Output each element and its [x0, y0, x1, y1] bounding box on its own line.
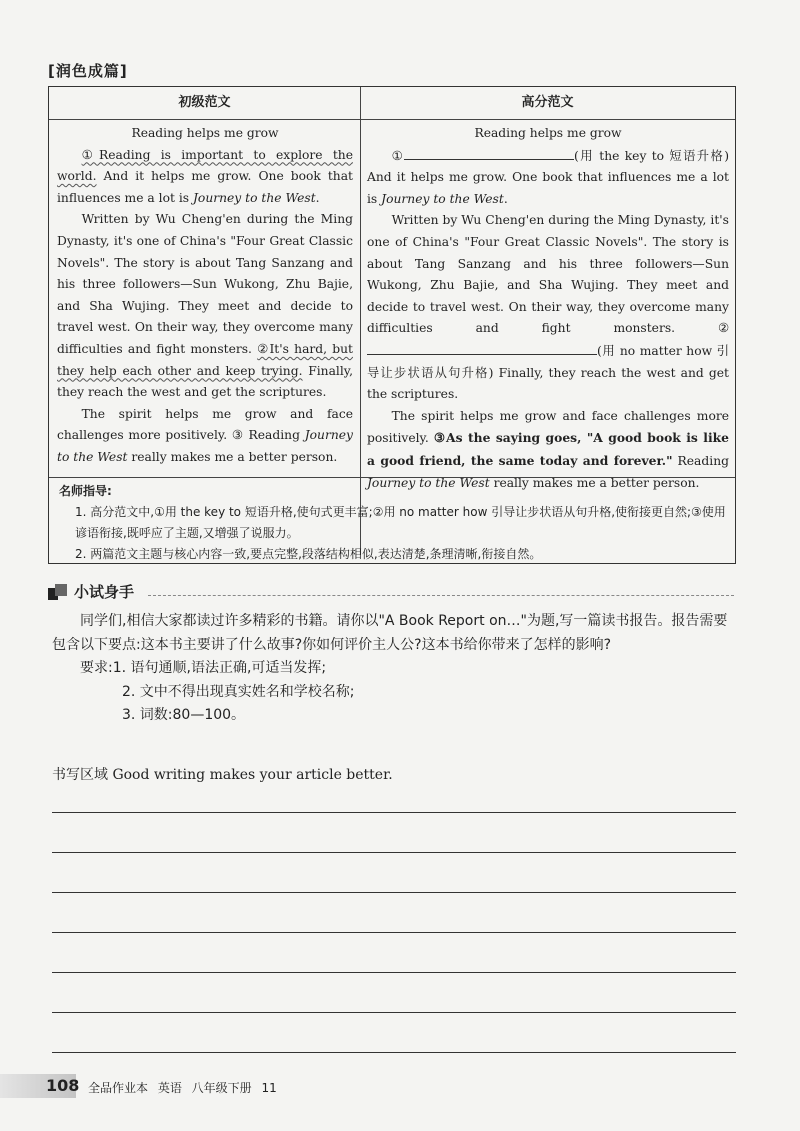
- task-prompt: 同学们,相信大家都读过许多精彩的书籍。请你以"A Book Report on…"为题,写一篇读书报告。报告需要包含以下要点:这本书主要讲了什么故事?你如何评价主人公?这本书给你带来了怎样的影响?: [52, 613, 728, 653]
- advanced-essay-paragraph-3: The spirit helps me grow and face challenges more positively. ③As the saying goes, "A good book is like a good friend, the same today and forever." Reading Journey to the West really makes me a better person.: [367, 408, 729, 490]
- writing-task: [52, 610, 736, 728]
- advanced-essay-title: Reading helps me grow: [474, 126, 622, 140]
- requirement-3: 3. 词数:80—100。: [122, 707, 246, 723]
- practice-title: 小试身手: [74, 583, 135, 601]
- footer-text: 全品作业本 英语 八年级下册 11: [88, 1081, 277, 1095]
- writing-line[interactable]: [52, 932, 736, 933]
- writing-line[interactable]: [52, 972, 736, 973]
- basic-essay-paragraph-3: The spirit helps me grow and face challenges more positively. ③ Reading Journey to the West really makes me a better person.: [57, 406, 353, 464]
- guidance-heading: 名师指导:: [59, 484, 112, 498]
- proverb-sentence: ③As the saying goes, "A good book is like a good friend, the same today and forever.": [367, 430, 729, 468]
- requirement-1: 要求:1. 语句通顺,语法正确,可适当发挥;: [80, 660, 327, 676]
- page-number: 108: [46, 1076, 80, 1095]
- book-title: Journey to the West: [192, 190, 316, 205]
- hint-2: (用 no matter how 引导让步状语从句升格): [367, 343, 729, 380]
- header-divider: [148, 595, 734, 596]
- model-essay-table: [48, 86, 736, 564]
- advanced-essay-header: 高分范文: [360, 87, 735, 120]
- section-title: [润色成篇]: [48, 62, 128, 80]
- section-marker-icon: [48, 584, 68, 600]
- fill-blank-1[interactable]: [404, 145, 574, 160]
- writing-area-label: 书写区域 Good writing makes your article better.: [52, 767, 393, 783]
- advanced-essay: [367, 123, 729, 494]
- highlight-sentence-2: ②It's hard, but they help each other and keep trying.: [57, 341, 353, 378]
- book-title: Journey to the West: [381, 191, 504, 206]
- writing-line[interactable]: [52, 892, 736, 893]
- practice-header: [48, 580, 736, 604]
- fill-blank-2[interactable]: [367, 340, 557, 355]
- guidance-item-1: 1. 高分范文中,①用 the key to 短语升格,使句式更丰富;②用 no matter how 引导让步状语从句升格,使衔接更自然;③使用谚语衔接,既呼应了主题,又增强了说服力。: [75, 505, 726, 540]
- basic-essay-header: 初级范文: [49, 87, 361, 120]
- basic-essay: [57, 123, 353, 469]
- requirement-2: 2. 文中不得出现真实姓名和学校名称;: [122, 683, 355, 700]
- writing-line[interactable]: [52, 1012, 736, 1013]
- book-title: Journey to the West: [57, 428, 353, 464]
- teacher-guidance: [59, 481, 727, 565]
- highlight-sentence-1: ①Reading is important to explore the world.: [57, 147, 353, 184]
- basic-essay-title: Reading helps me grow: [131, 126, 279, 140]
- book-title: Journey to the West: [367, 475, 490, 490]
- fill-blank-2-continued[interactable]: [557, 340, 597, 355]
- advanced-essay-paragraph-2: Written by Wu Cheng'en during the Ming Dynasty, it's one of China's "Four Great Classic Novels". The story is about Tang Sanzang and his three followers—Sun Wukong, Zhu Bajie, and Sha Wujing. They meet and decide to travel west. On their way, they overcome many difficulties and fight monsters. ②(用 no matter how 引导让步状语从句升格) Finally, they reach the west and get the scriptures.: [367, 213, 729, 402]
- writing-line[interactable]: [52, 1052, 736, 1053]
- guidance-item-2: 2. 两篇范文主题与核心内容一致,要点完整,段落结构相似,表达清楚,条理清晰,衔接自然。: [75, 547, 542, 561]
- page-footer: [0, 1074, 800, 1102]
- writing-line[interactable]: [52, 812, 736, 813]
- hint-1: (用 the key to 短语升格): [574, 148, 729, 163]
- basic-essay-paragraph-1: ①Reading is important to explore the world. And it helps me grow. One book that influences me a lot is Journey to the West.: [57, 147, 353, 205]
- writing-line[interactable]: [52, 852, 736, 853]
- advanced-essay-paragraph-1: ① (用 the key to 短语升格) And it helps me grow. One book that influences me a lot is Journey to the West.: [367, 145, 729, 211]
- basic-essay-paragraph-2: Written by Wu Cheng'en during the Ming Dynasty, it's one of China's "Four Great Classic Novels". The story is about Tang Sanzang and his three followers—Sun Wukong, Zhu Bajie, and Sha Wujing. They meet and decide to travel west. On their way, they overcome many difficulties and fight monsters. ②It's hard, but they help each other and keep trying. Finally, they reach the west and get the scriptures.: [57, 212, 353, 400]
